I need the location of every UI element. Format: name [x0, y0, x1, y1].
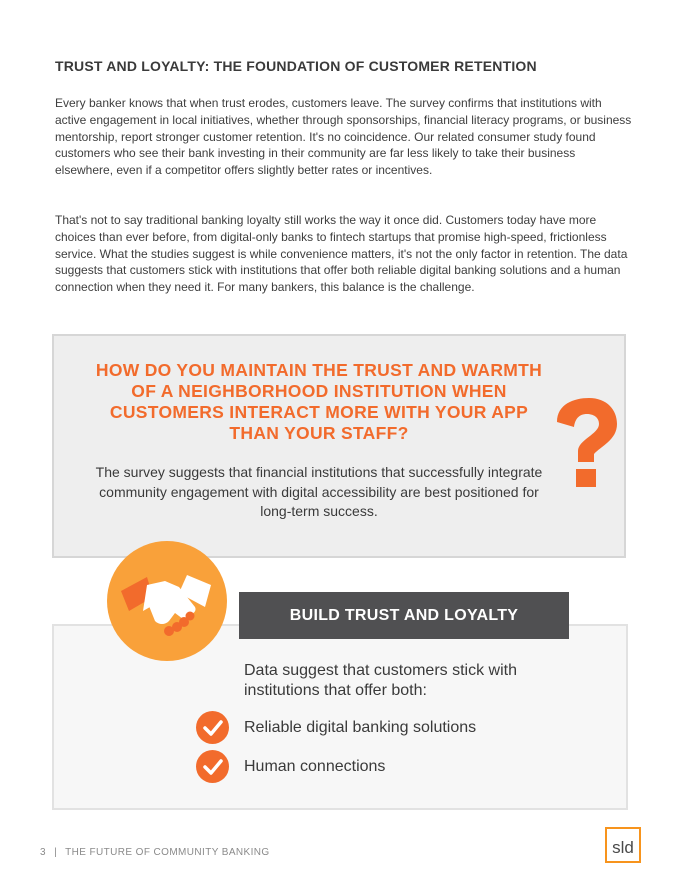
trust-intro-text: Data suggest that customers stick with institutions that offer both: [244, 662, 517, 699]
checklist-item [196, 711, 476, 744]
check-icon [196, 711, 229, 744]
logo-text: sld [612, 838, 634, 857]
body-paragraph-2: That's not to say traditional banking loyalty still works the way it once did. Customers today have more choices than ever before, from digital-only banks to fintech startups that promise high-speed, frictionless service. What the studies suggest is while convenience matters, it's not the only factor in retention. The data suggests that customers stick with institutions that offer both reliable digital banking solutions and a human connection when they need it. For many bankers, this balance is the challenge. [55, 213, 628, 295]
callout-box [52, 334, 626, 558]
checklist-item-label: Reliable digital banking solutions [244, 718, 477, 736]
footer-separator: | [54, 847, 58, 858]
footer-title: THE FUTURE OF COMMUNITY BANKING [65, 847, 270, 858]
body-paragraph-1: Every banker knows that when trust erodes, customers leave. The survey confirms that institutions with active engagement in local initiatives, whether through sponsorships, financial literacy programs, or business mentorship, report stronger customer retention. It's no coincidence. Our related consumer study found customers who see their bank investing in their community are far less likely to take their business elsewhere, even if a competitor offers slightly better rates or incentives. [55, 96, 632, 178]
section-heading: TRUST AND LOYALTY: THE FOUNDATION OF CUSTOMER RETENTION [55, 58, 537, 74]
checklist-item [196, 750, 385, 783]
checklist-item-label: Human connections [244, 757, 386, 775]
page-footer [40, 847, 270, 858]
sld-logo [605, 827, 641, 863]
callout-question: HOW DO YOU MAINTAIN THE TRUST AND WARMTH OF A NEIGHBORHOOD INSTITUTION WHEN CUSTOMERS INTERACT MORE WITH YOUR APP THAN YOUR STAFF? [95, 360, 543, 443]
check-icon [196, 750, 229, 783]
page-number: 3 [40, 847, 46, 858]
handshake-icon [107, 541, 227, 661]
question-mark-icon [549, 396, 619, 491]
banner-label: BUILD TRUST AND LOYALTY [289, 606, 519, 624]
callout-body: The survey suggests that financial institutions that successfully integrate community engagement with digital accessibility are best positioned for long-term success. [95, 464, 543, 519]
build-trust-banner [239, 592, 569, 639]
